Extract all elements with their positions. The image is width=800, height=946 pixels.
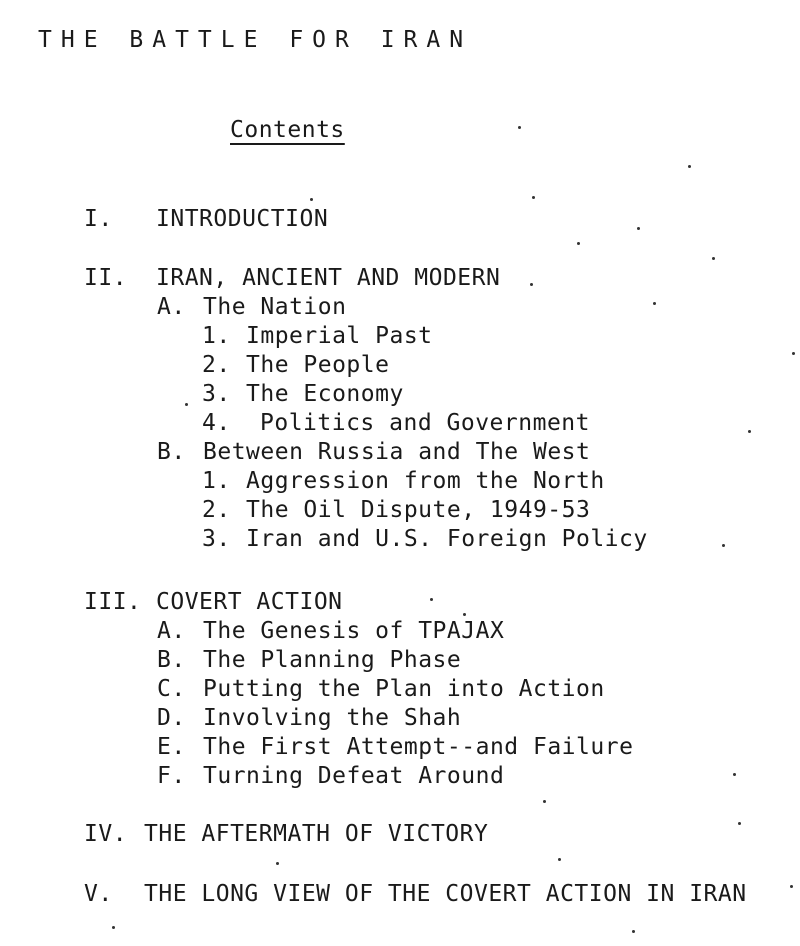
toc-section-title: THE LONG VIEW OF THE COVERT ACTION IN IRAN bbox=[144, 881, 747, 907]
toc-item-title: Politics and Government bbox=[260, 410, 590, 436]
toc-section-numeral: IV. bbox=[84, 821, 128, 847]
toc-section bbox=[84, 880, 747, 909]
toc-item-title: Aggression from the North bbox=[246, 468, 605, 494]
toc-subsection-letter: E. bbox=[157, 734, 186, 760]
scan-speck bbox=[632, 930, 635, 933]
toc-subsection-letter: A. bbox=[157, 294, 186, 320]
toc-subsection-title: The Genesis of TPAJAX bbox=[203, 618, 505, 644]
toc-item-title: The Oil Dispute, 1949-53 bbox=[246, 497, 591, 523]
toc-subsection-title: Between Russia and The West bbox=[203, 439, 591, 465]
toc-section-numeral: II. bbox=[84, 265, 128, 291]
toc-item-number: 2. bbox=[202, 497, 231, 523]
scan-speck bbox=[712, 257, 715, 260]
toc-subsection-letter: F. bbox=[157, 763, 186, 789]
toc-subsection-title: Involving the Shah bbox=[203, 705, 462, 731]
toc-item-number: 3. bbox=[202, 526, 231, 552]
scan-speck bbox=[733, 773, 736, 776]
scan-speck bbox=[653, 302, 656, 305]
scan-speck bbox=[792, 352, 795, 355]
document-title: THE BATTLE FOR IRAN bbox=[38, 27, 473, 53]
toc-section bbox=[84, 588, 343, 617]
toc-item-title: Iran and U.S. Foreign Policy bbox=[246, 526, 648, 552]
toc-section bbox=[84, 820, 488, 849]
toc-item-number: 3. bbox=[202, 381, 231, 407]
toc-section-numeral: III. bbox=[84, 589, 142, 615]
toc-item-number: 1. bbox=[202, 323, 231, 349]
scan-speck bbox=[558, 858, 561, 861]
toc-item bbox=[202, 409, 590, 438]
toc-item-number: 2. bbox=[202, 352, 231, 378]
scan-speck bbox=[688, 165, 691, 168]
toc-subsection-title: The Planning Phase bbox=[203, 647, 462, 673]
toc-section-numeral: V. bbox=[84, 881, 113, 907]
contents-heading: Contents bbox=[230, 117, 345, 143]
toc-subsection bbox=[157, 438, 590, 467]
toc-item bbox=[202, 525, 648, 554]
scan-speck bbox=[790, 885, 793, 888]
toc-section-title: COVERT ACTION bbox=[156, 589, 343, 615]
toc-section-title: THE AFTERMATH OF VICTORY bbox=[144, 821, 489, 847]
toc-item-number: 1. bbox=[202, 468, 231, 494]
toc-subsection bbox=[157, 646, 461, 675]
toc-subsection-letter: B. bbox=[157, 647, 186, 673]
toc-subsection-letter: B. bbox=[157, 439, 186, 465]
toc-subsection bbox=[157, 704, 461, 733]
scan-speck bbox=[532, 196, 535, 199]
toc-subsection bbox=[157, 762, 504, 791]
scan-speck bbox=[185, 403, 188, 406]
toc-item bbox=[202, 322, 433, 351]
scan-speck bbox=[577, 242, 580, 245]
toc-item-title: Imperial Past bbox=[246, 323, 433, 349]
toc-section-title: IRAN, ANCIENT AND MODERN bbox=[156, 265, 501, 291]
toc-subsection-title: The Nation bbox=[203, 294, 347, 320]
toc-subsection bbox=[157, 733, 633, 762]
toc-item bbox=[202, 467, 605, 496]
toc-item-title: The Economy bbox=[246, 381, 404, 407]
scan-speck bbox=[430, 598, 433, 601]
toc-subsection-letter: C. bbox=[157, 676, 186, 702]
toc-subsection bbox=[157, 617, 504, 646]
toc-section-numeral: I. bbox=[84, 206, 113, 232]
toc-item bbox=[202, 496, 590, 525]
toc-subsection bbox=[157, 293, 346, 322]
toc-item bbox=[202, 380, 404, 409]
toc-item-number: 4. bbox=[202, 410, 231, 436]
toc-subsection-letter: D. bbox=[157, 705, 186, 731]
toc-subsection-letter: A. bbox=[157, 618, 186, 644]
scan-speck bbox=[543, 800, 546, 803]
scan-speck bbox=[738, 822, 741, 825]
scan-speck bbox=[530, 283, 533, 286]
toc-section bbox=[84, 205, 328, 234]
scan-speck bbox=[722, 544, 725, 547]
scan-speck bbox=[310, 198, 313, 201]
scan-speck bbox=[518, 126, 521, 129]
scan-speck bbox=[463, 613, 466, 616]
toc-subsection-title: The First Attempt--and Failure bbox=[203, 734, 634, 760]
toc-section-title: INTRODUCTION bbox=[156, 206, 329, 232]
toc-subsection-title: Putting the Plan into Action bbox=[203, 676, 605, 702]
scan-speck bbox=[112, 926, 115, 929]
toc-item bbox=[202, 351, 389, 380]
toc-section bbox=[84, 264, 500, 293]
toc-item-title: The People bbox=[246, 352, 390, 378]
scan-speck bbox=[748, 430, 751, 433]
scan-speck bbox=[276, 862, 279, 865]
scan-speck bbox=[637, 227, 640, 230]
toc-subsection bbox=[157, 675, 605, 704]
toc-subsection-title: Turning Defeat Around bbox=[203, 763, 505, 789]
